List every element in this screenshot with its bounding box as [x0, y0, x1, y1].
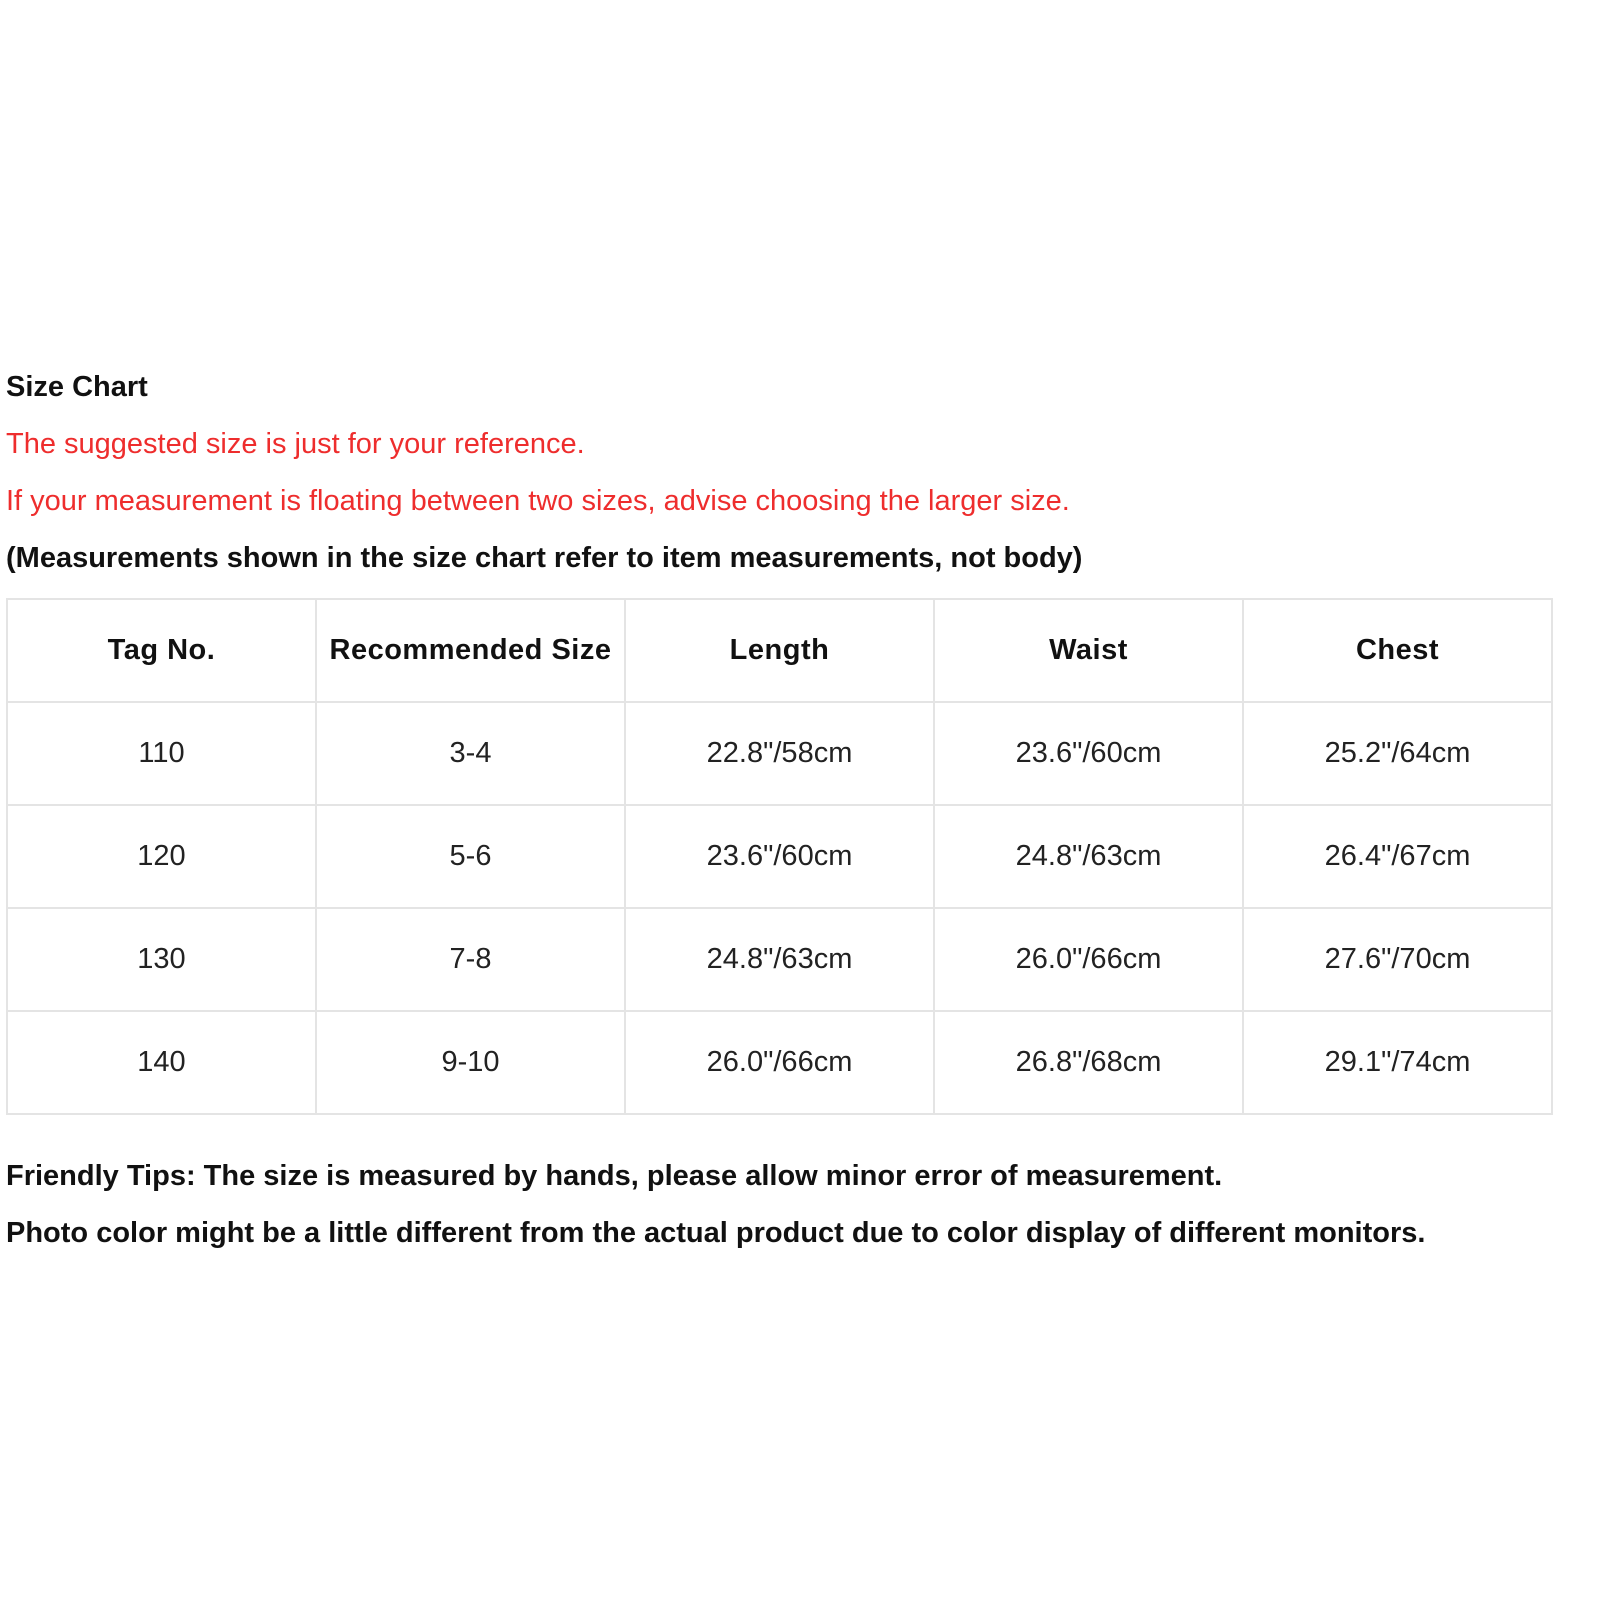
- header-length: Length: [625, 599, 934, 702]
- header-chest: Chest: [1243, 599, 1552, 702]
- header-waist: Waist: [934, 599, 1243, 702]
- between-sizes-note: If your measurement is floating between two sizes, advise choosing the larger size.: [6, 485, 1070, 517]
- size-table: [6, 598, 1553, 1115]
- cell-chest: 29.1"/74cm: [1243, 1011, 1552, 1114]
- table-row: [7, 805, 1552, 908]
- table-row: [7, 908, 1552, 1011]
- cell-tag-no: 140: [7, 1011, 316, 1114]
- cell-recommended-size: 5-6: [316, 805, 625, 908]
- cell-chest: 27.6"/70cm: [1243, 908, 1552, 1011]
- cell-waist: 26.0"/66cm: [934, 908, 1243, 1011]
- cell-tag-no: 130: [7, 908, 316, 1011]
- cell-length: 26.0"/66cm: [625, 1011, 934, 1114]
- cell-chest: 25.2"/64cm: [1243, 702, 1552, 805]
- table-header-row: [7, 599, 1552, 702]
- header-recommended-size: Recommended Size: [316, 599, 625, 702]
- item-measurement-note: (Measurements shown in the size chart refer to item measurements, not body): [6, 542, 1083, 574]
- cell-tag-no: 120: [7, 805, 316, 908]
- cell-chest: 26.4"/67cm: [1243, 805, 1552, 908]
- cell-waist: 23.6"/60cm: [934, 702, 1243, 805]
- size-chart-title: Size Chart: [6, 371, 148, 403]
- cell-recommended-size: 3-4: [316, 702, 625, 805]
- reference-note: The suggested size is just for your reference.: [6, 428, 585, 460]
- friendly-tips-text: Friendly Tips: The size is measured by hands, please allow minor error of measurement.: [6, 1160, 1223, 1192]
- cell-length: 22.8"/58cm: [625, 702, 934, 805]
- table-row: [7, 702, 1552, 805]
- cell-length: 23.6"/60cm: [625, 805, 934, 908]
- cell-tag-no: 110: [7, 702, 316, 805]
- cell-recommended-size: 7-8: [316, 908, 625, 1011]
- cell-waist: 24.8"/63cm: [934, 805, 1243, 908]
- cell-waist: 26.8"/68cm: [934, 1011, 1243, 1114]
- cell-recommended-size: 9-10: [316, 1011, 625, 1114]
- table-row: [7, 1011, 1552, 1114]
- photo-color-note: Photo color might be a little different from the actual product due to color display of different monitors.: [6, 1217, 1426, 1249]
- cell-length: 24.8"/63cm: [625, 908, 934, 1011]
- header-tag-no: Tag No.: [7, 599, 316, 702]
